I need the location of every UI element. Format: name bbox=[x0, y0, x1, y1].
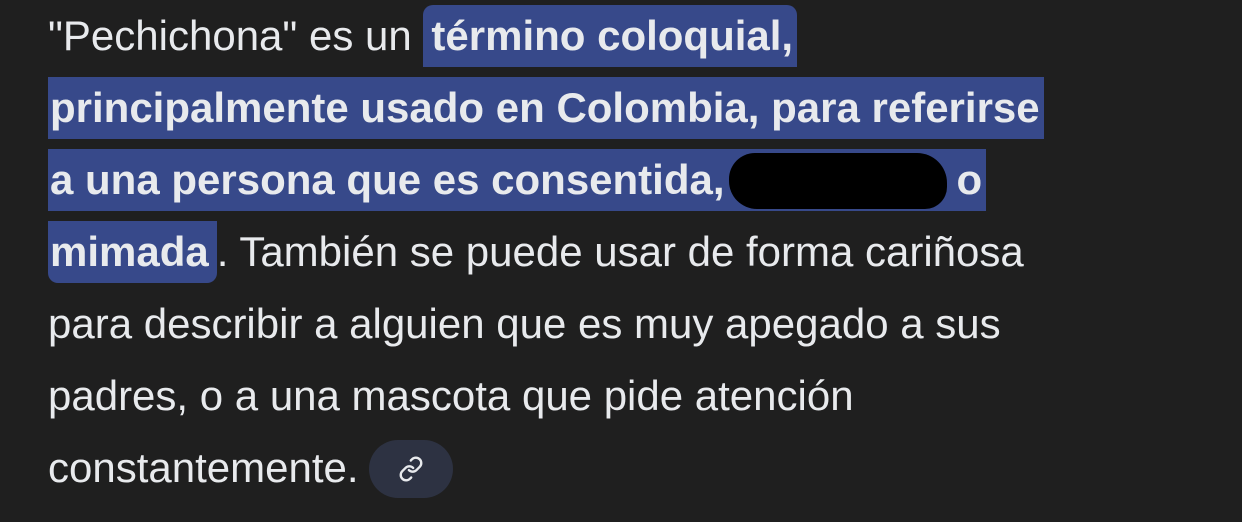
answer-line-4 bbox=[48, 216, 1024, 288]
source-link-button[interactable] bbox=[369, 440, 453, 498]
plain-text: "Pechichona" es un bbox=[48, 12, 424, 59]
highlighted-text-part: a una persona que es consentida, bbox=[50, 156, 725, 203]
answer-line-6 bbox=[48, 360, 854, 432]
plain-text: . También se puede usar de forma cariñosa bbox=[216, 228, 1024, 275]
plain-text: constantemente. bbox=[48, 444, 359, 491]
answer-line-7 bbox=[48, 432, 453, 504]
plain-text: padres, o a una mascota que pide atención bbox=[48, 372, 854, 419]
answer-line-5 bbox=[48, 288, 1001, 360]
highlighted-text[interactable]: mimada bbox=[48, 221, 217, 283]
answer-line-3 bbox=[48, 144, 986, 216]
plain-text: para describir a alguien que es muy apegado a sus bbox=[48, 300, 1001, 347]
highlighted-text[interactable]: término coloquial, bbox=[423, 5, 797, 67]
answer-line-2 bbox=[48, 72, 1044, 144]
highlighted-text[interactable] bbox=[48, 149, 986, 211]
redaction-mark bbox=[729, 153, 947, 209]
highlighted-text[interactable]: principalmente usado en Colombia, para referirse bbox=[48, 77, 1044, 139]
answer-line-1 bbox=[48, 0, 797, 72]
highlighted-text-part: o bbox=[956, 156, 983, 203]
link-icon bbox=[398, 456, 424, 482]
